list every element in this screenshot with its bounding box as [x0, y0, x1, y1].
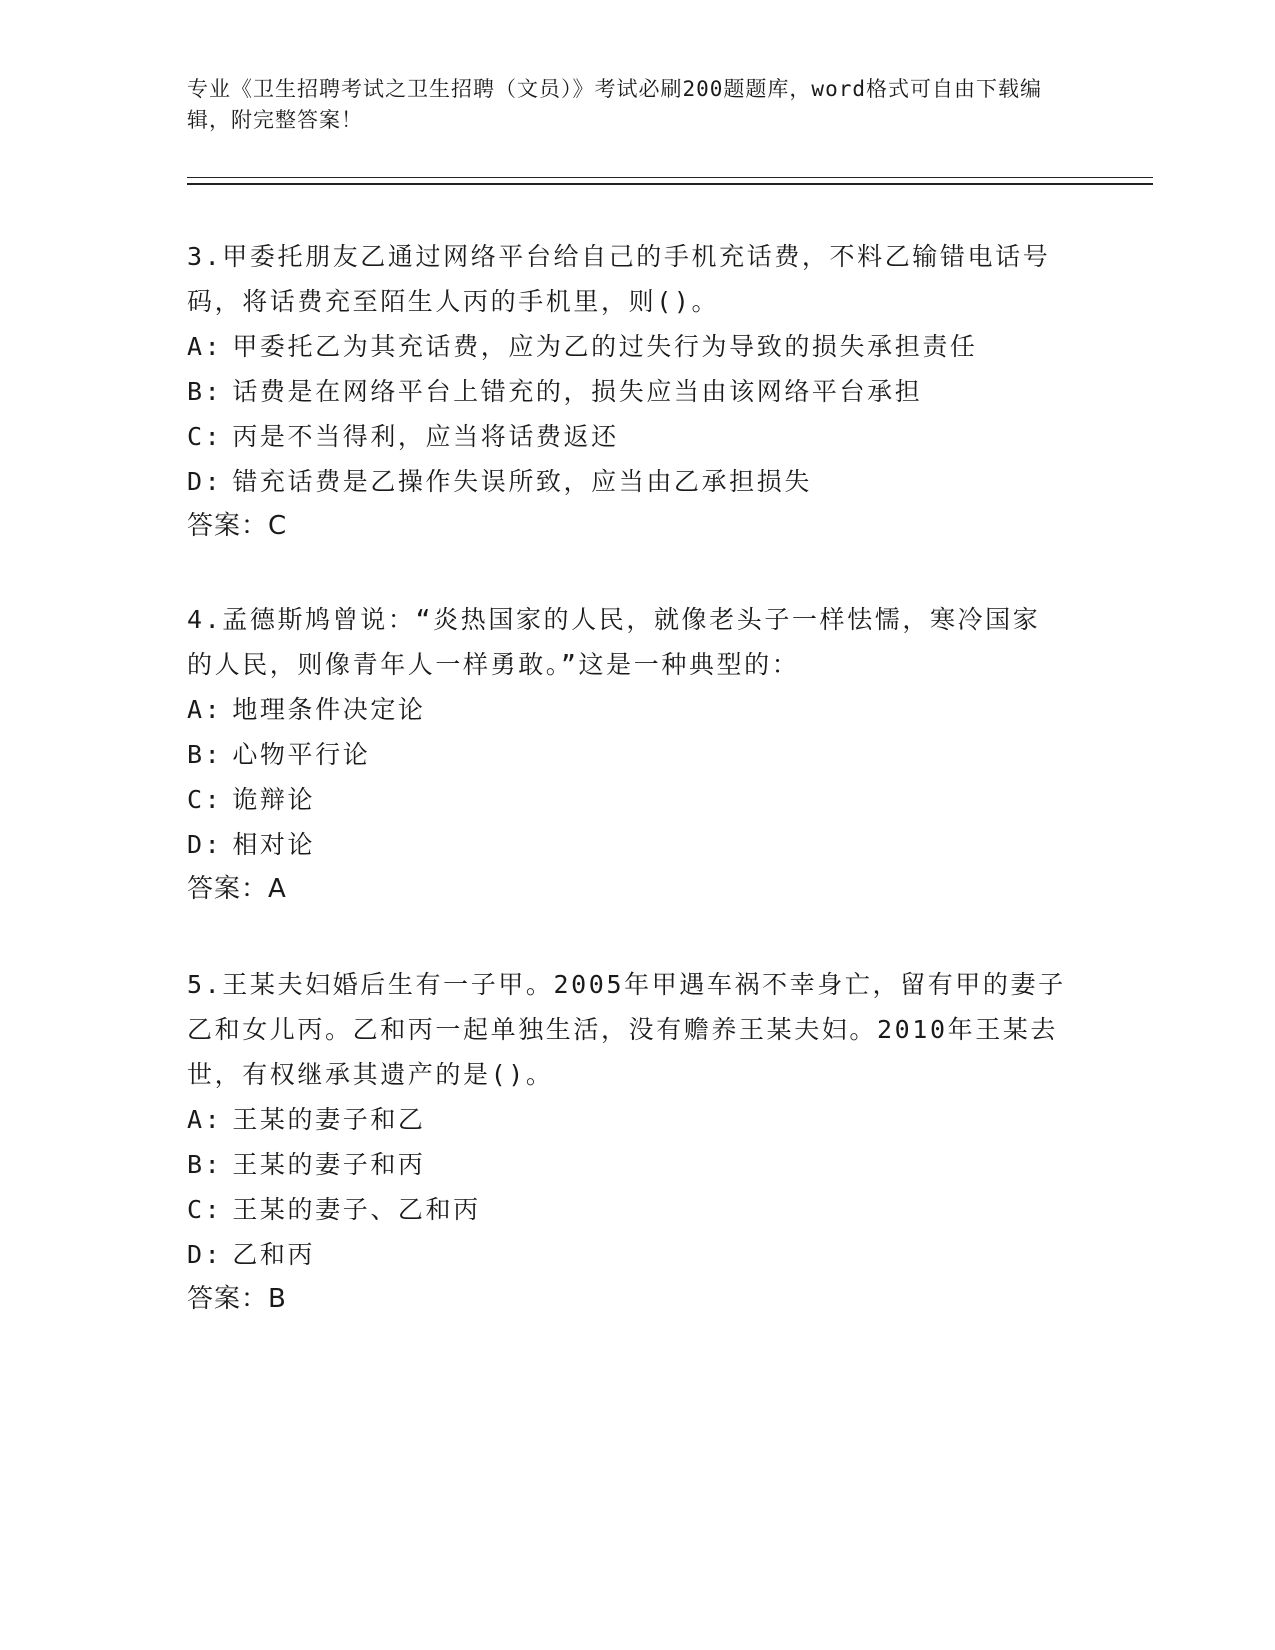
option-a — [187, 687, 1067, 732]
question-stem: 5.王某夫妇婚后生有一子甲。2005年甲遇车祸不幸身亡，留有甲的妻子乙和女儿丙。乙和丙一起单独生活，没有赡养王某夫妇。2010年王某去世，有权继承其遗产的是()。 — [187, 970, 1066, 1089]
option-key: A: — [187, 332, 223, 361]
option-key: A: — [187, 1105, 223, 1134]
option-d — [187, 1232, 1067, 1277]
option-text: 王某的妻子和丙 — [232, 1150, 426, 1179]
answer-line: 答案：A — [187, 874, 287, 904]
option-text: 甲委托乙为其充话费，应为乙的过失行为导致的损失承担责任 — [232, 332, 978, 361]
option-key: C: — [187, 422, 223, 451]
option-text: 相对论 — [232, 830, 316, 859]
answer-line: 答案：B — [187, 1284, 287, 1314]
option-a — [187, 1097, 1067, 1142]
option-b — [187, 1142, 1067, 1187]
document-header: 专业《卫生招聘考试之卫生招聘（文员）》考试必刷200题题库，word格式可自由下载编辑，附完整答案！ — [187, 77, 1042, 132]
question-4 — [187, 597, 1067, 912]
option-b — [187, 369, 1067, 414]
option-key: C: — [187, 1195, 223, 1224]
option-c — [187, 1187, 1067, 1232]
question-5 — [187, 962, 1067, 1322]
option-text: 话费是在网络平台上错充的，损失应当由该网络平台承担 — [232, 377, 923, 406]
question-3 — [187, 234, 1067, 549]
option-key: D: — [187, 1240, 223, 1269]
option-text: 乙和丙 — [232, 1240, 316, 1269]
option-text: 王某的妻子、乙和丙 — [232, 1195, 481, 1224]
option-text: 错充话费是乙操作失误所致，应当由乙承担损失 — [232, 467, 812, 496]
option-text: 丙是不当得利，应当将话费返还 — [232, 422, 619, 451]
option-key: B: — [187, 377, 223, 406]
option-key: B: — [187, 1150, 223, 1179]
option-key: D: — [187, 830, 223, 859]
header-divider-thin — [187, 177, 1153, 178]
option-d — [187, 459, 1067, 504]
option-text: 地理条件决定论 — [232, 695, 426, 724]
question-stem: 4.孟德斯鸠曾说：“炎热国家的人民，就像老头子一样怯懦，寒冷国家的人民，则像青年人一样勇敢。”这是一种典型的： — [187, 605, 1041, 679]
option-b — [187, 732, 1067, 777]
option-key: C: — [187, 785, 223, 814]
header-divider-thick — [187, 183, 1153, 185]
question-stem: 3.甲委托朋友乙通过网络平台给自己的手机充话费，不料乙输错电话号码，将话费充至陌生人丙的手机里，则()。 — [187, 242, 1051, 316]
option-key: B: — [187, 740, 223, 769]
option-key: D: — [187, 467, 223, 496]
option-text: 心物平行论 — [232, 740, 371, 769]
answer-line: 答案：C — [187, 511, 288, 541]
option-d — [187, 822, 1067, 867]
option-c — [187, 414, 1067, 459]
option-text: 诡辩论 — [232, 785, 316, 814]
option-a — [187, 324, 1067, 369]
option-c — [187, 777, 1067, 822]
option-key: A: — [187, 695, 223, 724]
option-text: 王某的妻子和乙 — [232, 1105, 426, 1134]
